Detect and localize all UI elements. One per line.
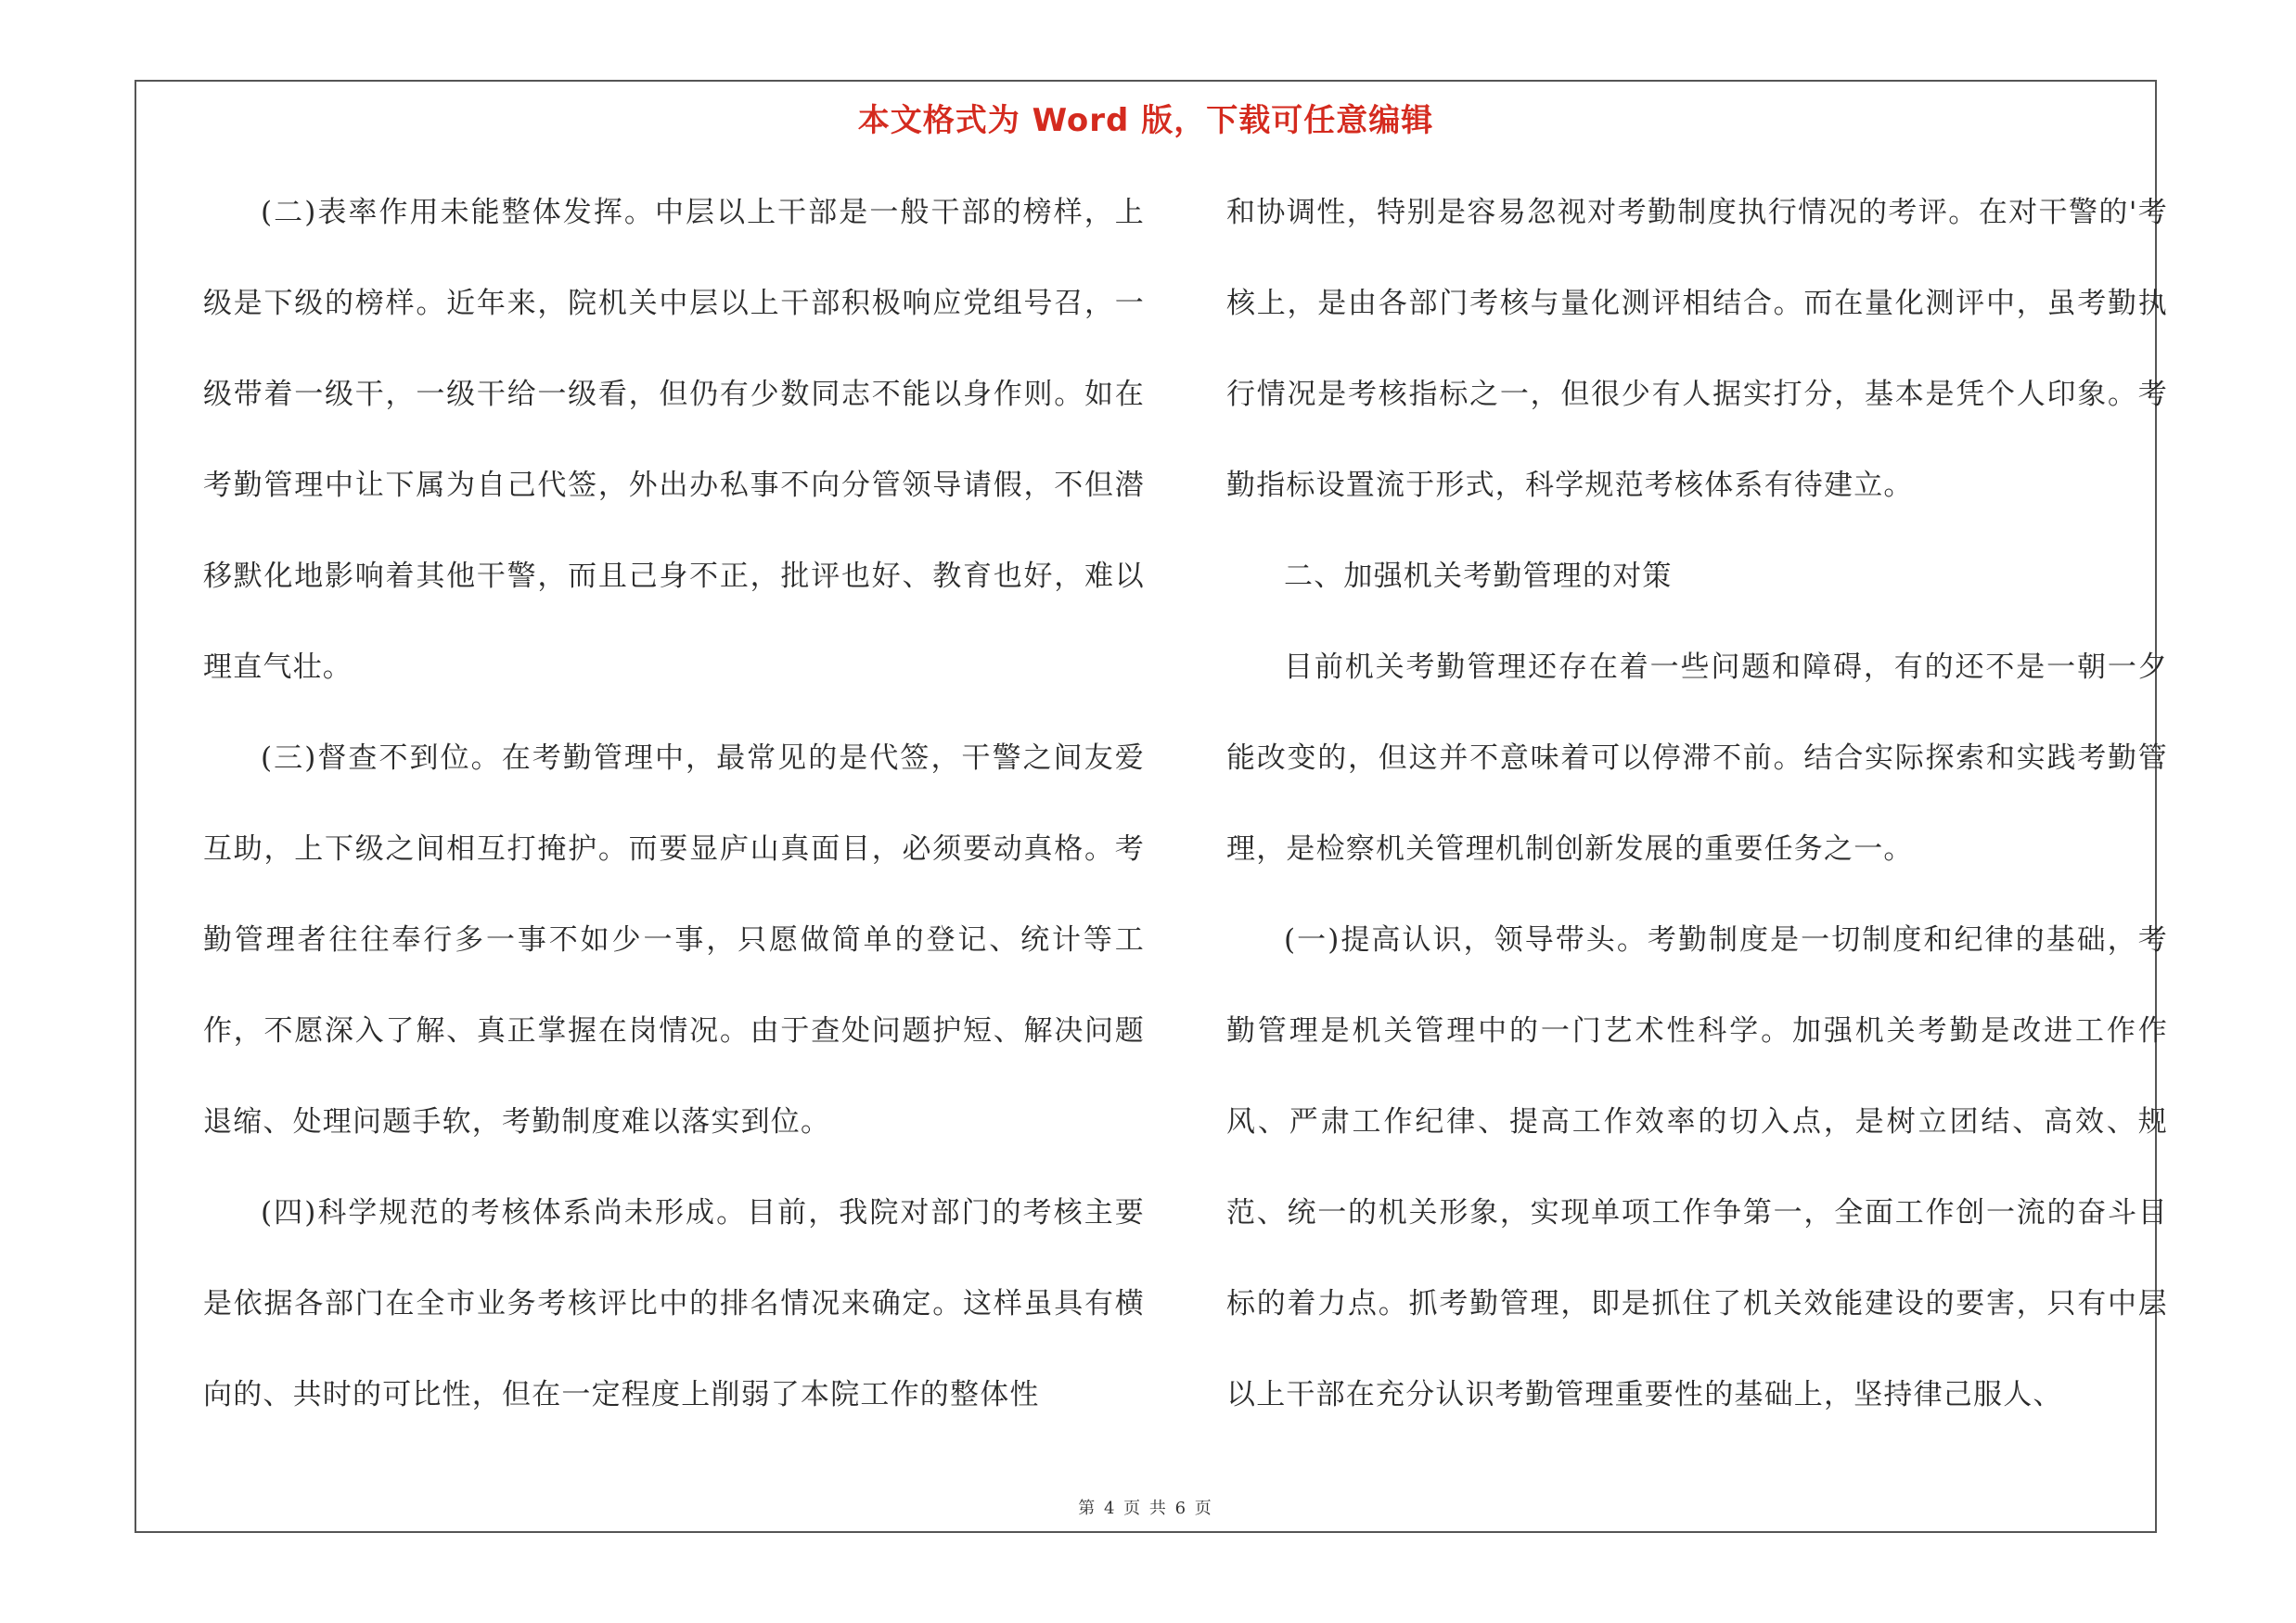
word-format-banner: 本文格式为 Word 版，下载可任意编辑 — [857, 102, 1434, 139]
paragraph: (一)提高认识，领导带头。考勤制度是一切制度和纪律的基础，考勤管理是机关管理中的一门艺术性科学。加强机关考勤是改进工作作风、严肃工作纪律、提高工作效率的切入点，是树立团结、高效、规范、统一的机关形象，实现单项工作争第一，全面工作创一流的奋斗目标的着力点。抓考勤管理，即是抓住了机关效能建设的要害，只有中层以上干部在充分认识考勤管理重要性的基础上，坚持律己服人、 — [1226, 923, 2168, 1411]
right-column — [1226, 167, 2168, 1440]
left-column — [203, 167, 1145, 1440]
paragraph: 目前机关考勤管理还存在着一些问题和障碍，有的还不是一朝一夕能改变的，但这并不意味着可以停滞不前。结合实际探索和实践考勤管理，是检察机关管理机制创新发展的重要任务之一。 — [1226, 650, 2168, 866]
page-number-footer: 第 4 页 共 6 页 — [1078, 1499, 1213, 1518]
paragraph: (四)科学规范的考核体系尚未形成。目前，我院对部门的考核主要是依据各部门在全市业务考核评比中的排名情况来确定。这样虽具有横向的、共时的可比性，但在一定程度上削弱了本院工作的整体性 — [203, 1196, 1145, 1411]
section-heading: 二、加强机关考勤管理的对策 — [1284, 560, 1673, 593]
paragraph: (三)督查不到位。在考勤管理中，最常见的是代签，干警之间友爱互助，上下级之间相互打掩护。而要显庐山真面目，必须要动真格。考勤管理者往往奉行多一事不如少一事，只愿做简单的登记、统计等工作，不愿深入了解、真正掌握在岗情况。由于查处问题护短、解决问题退缩、处理问题手软，考勤制度难以落实到位。 — [203, 741, 1145, 1139]
paragraph: (二)表率作用未能整体发挥。中层以上干部是一般干部的榜样，上级是下级的榜样。近年来，院机关中层以上干部积极响应党组号召，一级带着一级干，一级干给一级看，但仍有少数同志不能以身作则。如在考勤管理中让下属为自己代签，外出办私事不向分管领导请假，不但潜移默化地影响着其他干警，而且己身不正，批评也好、教育也好，难以理直气壮。 — [203, 196, 1145, 684]
document-page — [135, 80, 2168, 1533]
paragraph-continued: 和协调性，特别是容易忽视对考勤制度执行情况的考评。在对干警的'考核上，是由各部门考核与量化测评相结合。而在量化测评中，虽考勤执行情况是考核指标之一，但很少有人据实打分，基本是凭个人印象。考勤指标设置流于形式，科学规范考核体系有待建立。 — [1226, 196, 2168, 502]
